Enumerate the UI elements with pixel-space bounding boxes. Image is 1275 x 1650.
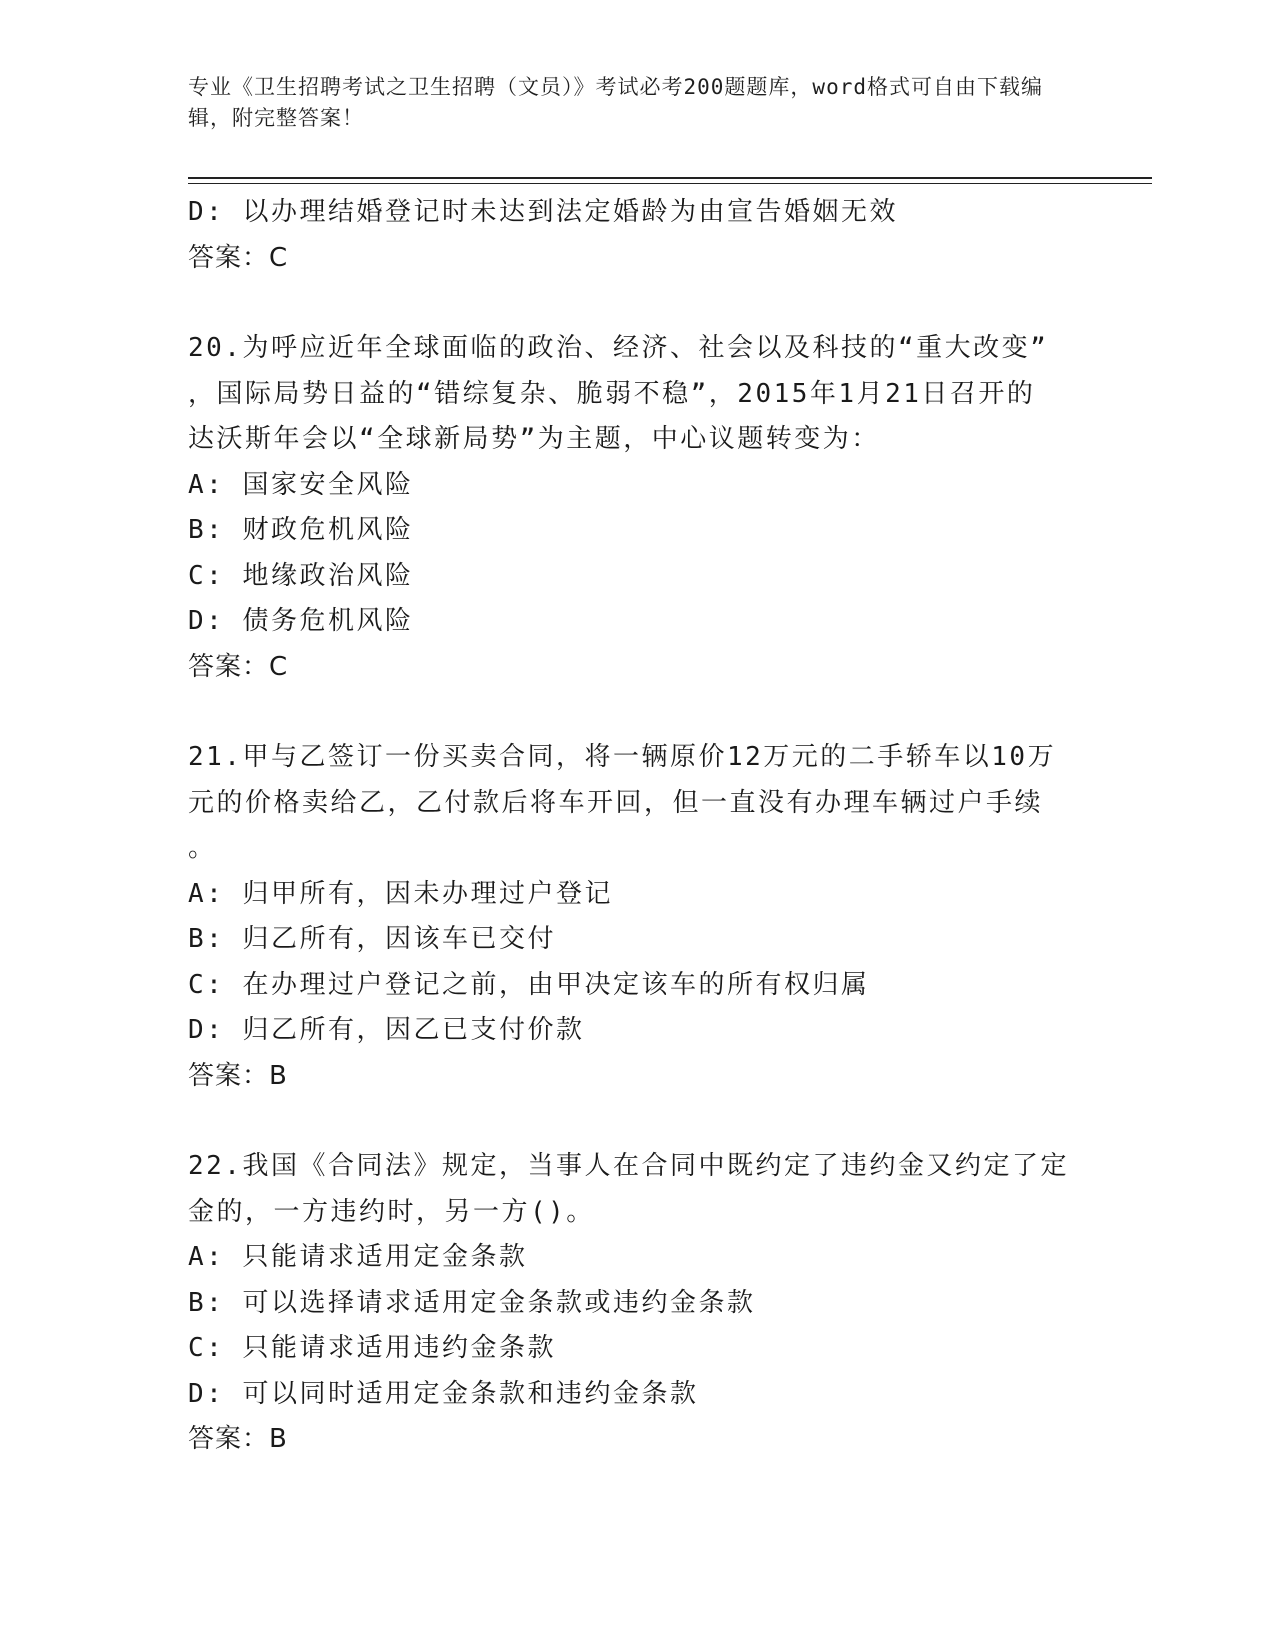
option-d: D: 债务危机风险 bbox=[188, 606, 414, 636]
question-stem-line: 21.甲与乙签订一份买卖合同，将一辆原价12万元的二手轿车以10万 bbox=[188, 742, 1057, 772]
question-stem-line: 22.我国《合同法》规定，当事人在合同中既约定了违约金又约定了定 bbox=[188, 1151, 1069, 1181]
option-c: C: 地缘政治风险 bbox=[188, 560, 414, 591]
question-20 bbox=[188, 326, 1088, 690]
option-c: C: 只能请求适用违约金条款 bbox=[188, 1333, 556, 1363]
option-b: B: 归乙所有，因该车已交付 bbox=[188, 924, 556, 954]
spacer bbox=[188, 690, 1088, 735]
header-rule-thick bbox=[188, 177, 1152, 179]
question-stem-line: 。 bbox=[188, 833, 217, 863]
option-d: D: 可以同时适用定金条款和违约金条款 bbox=[188, 1378, 699, 1409]
carryover-answer: 答案：C bbox=[188, 242, 289, 273]
answer: 答案：B bbox=[188, 1060, 288, 1091]
page-header: 专业《卫生招聘考试之卫生招聘（文员）》考试必考200题题库，word格式可自由下载编辑，附完整答案！ bbox=[188, 75, 1043, 130]
spacer bbox=[188, 281, 1088, 326]
answer: 答案：C bbox=[188, 651, 289, 682]
question-stem-line: 元的价格卖给乙，乙付款后将车开回，但一直没有办理车辆过户手续 bbox=[188, 787, 1044, 818]
option-b: B: 财政危机风险 bbox=[188, 515, 414, 545]
option-c: C: 在办理过户登记之前，由甲决定该车的所有权归属 bbox=[188, 969, 870, 1000]
spacer bbox=[188, 1099, 1088, 1144]
option-d: D: 归乙所有，因乙已支付价款 bbox=[188, 1015, 585, 1045]
question-21 bbox=[188, 735, 1088, 1099]
question-stem-line: 金的，一方违约时，另一方()。 bbox=[188, 1196, 595, 1227]
option-a: A: 只能请求适用定金条款 bbox=[188, 1242, 528, 1272]
question-stem-line: 20.为呼应近年全球面临的政治、经济、社会以及科技的“重大改变” bbox=[188, 333, 1049, 363]
option-b: B: 可以选择请求适用定金条款或违约金条款 bbox=[188, 1287, 756, 1318]
question-22 bbox=[188, 1144, 1088, 1463]
question-stem-line: ，国际局势日益的“错综复杂、脆弱不稳”，2015年1月21日召开的 bbox=[188, 378, 1036, 409]
header-rule-thin bbox=[188, 183, 1152, 184]
option-a: A: 国家安全风险 bbox=[188, 469, 414, 500]
option-a: A: 归甲所有，因未办理过户登记 bbox=[188, 878, 613, 909]
question-content bbox=[188, 190, 1088, 1463]
carryover-option-d: D: 以办理结婚登记时未达到法定婚龄为由宣告婚姻无效 bbox=[188, 197, 898, 227]
question-stem-line: 达沃斯年会以“全球新局势”为主题，中心议题转变为： bbox=[188, 424, 880, 454]
answer: 答案：B bbox=[188, 1424, 288, 1454]
